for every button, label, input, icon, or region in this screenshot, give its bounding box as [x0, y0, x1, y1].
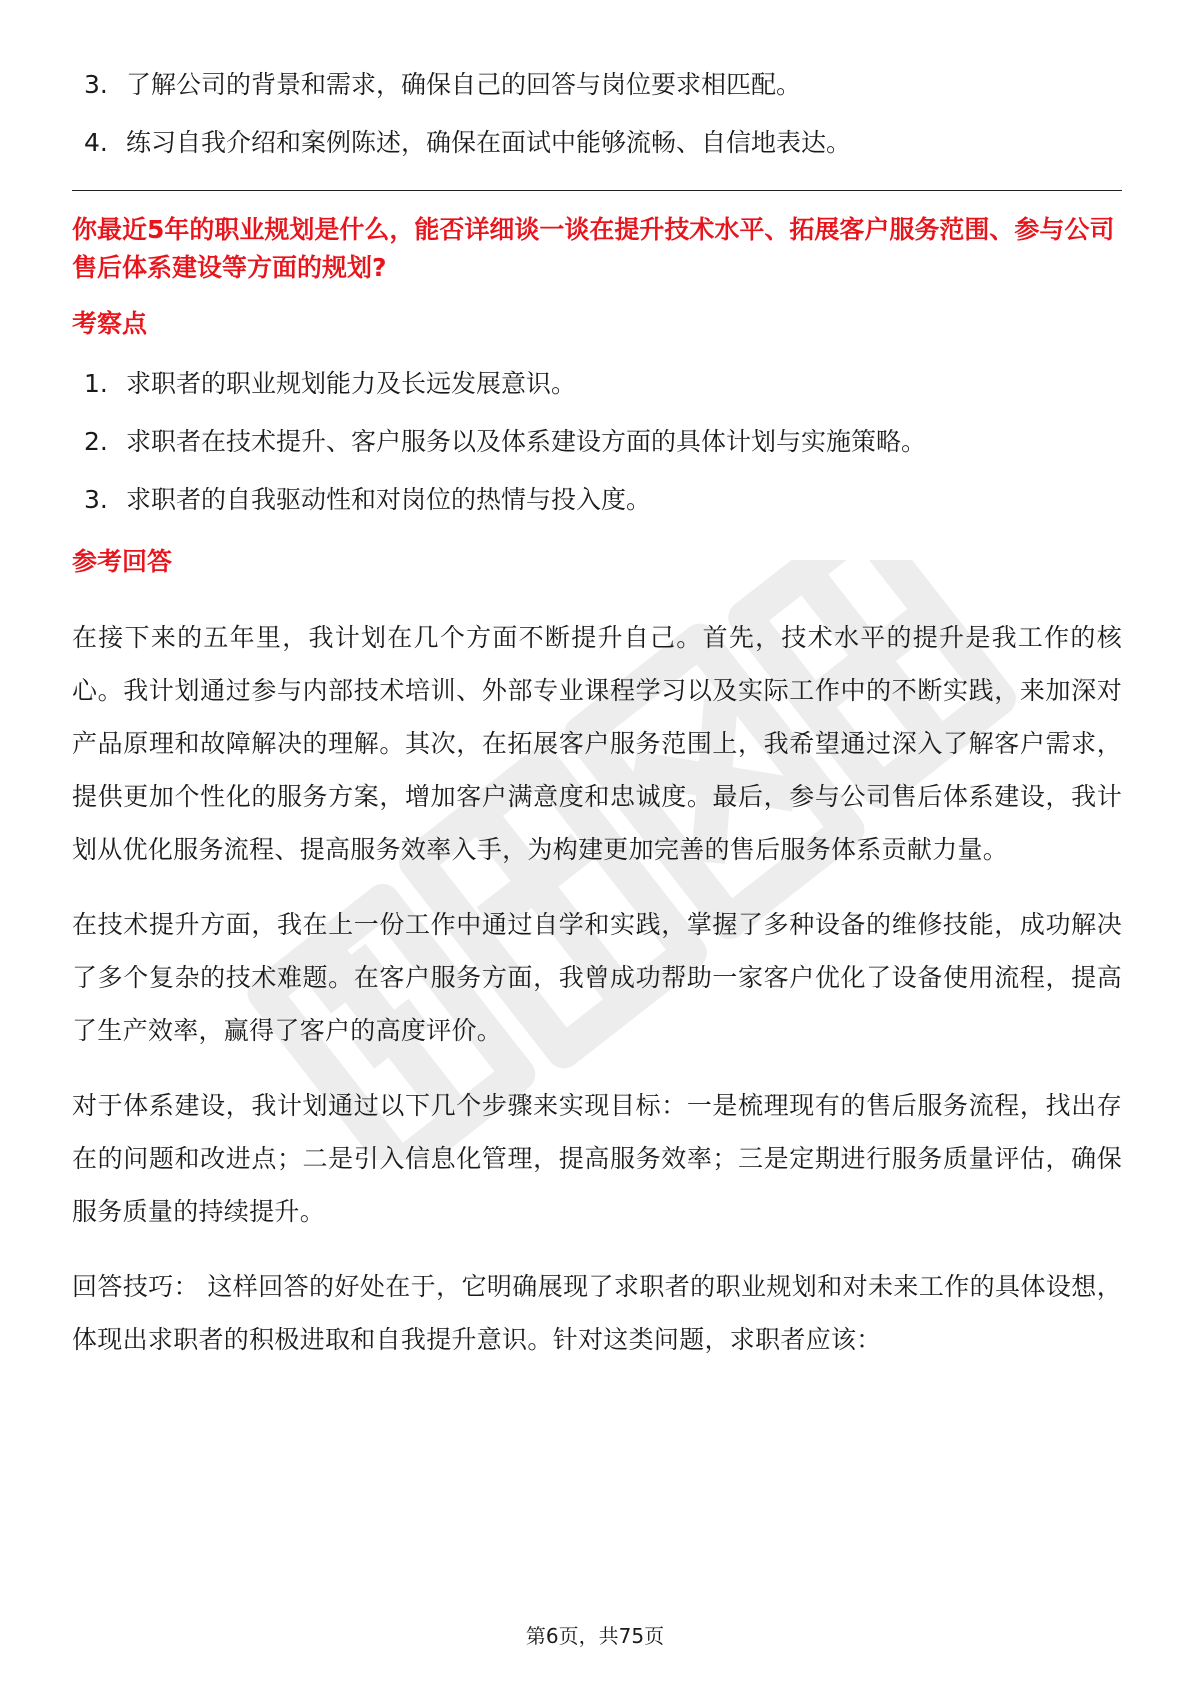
list-item-number: 3. [84, 70, 108, 99]
list-item-text: 求职者在技术提升、客户服务以及体系建设方面的具体计划与实施策略。 [126, 427, 927, 456]
list-item-number: 1. [84, 369, 108, 398]
list-item-number: 4. [84, 128, 108, 157]
list-item-text: 了解公司的背景和需求，确保自己的回答与岗位要求相匹配。 [126, 70, 802, 99]
answer-paragraph: 在接下来的五年里，我计划在几个方面不断提升自己。首先，技术水平的提升是我工作的核心。我计划通过参与内部技术培训、外部专业课程学习以及实际工作中的不断实践，来加深对产品原理和故障解决的理解。其次，在拓展客户服务范围上，我希望通过深入了解客户需求，提供更加个性化的服务方案，增加客户满意度和忠诚度。最后，参与公司售后体系建设，我计划从优化服务流程、提高服务效率入手，为构建更加完善的售后服务体系贡献力量。 [72, 623, 1122, 864]
list-item-text: 练习自我介绍和案例陈述，确保在面试中能够流畅、自信地表达。 [126, 128, 852, 157]
list-item [72, 68, 1122, 102]
prep-steps-list [72, 68, 1122, 160]
answer-paragraph: 在技术提升方面，我在上一份工作中通过自学和实践，掌握了多种设备的维修技能，成功解决了多个复杂的技术难题。在客户服务方面，我曾成功帮助一家客户优化了设备使用流程，提高了生产效率，赢得了客户的高度评价。 [72, 910, 1122, 1045]
section-divider [72, 190, 1122, 191]
answer-tips-paragraph: 回答技巧： 这样回答的好处在于，它明确展现了求职者的职业规划和对未来工作的具体设想，体现出求职者的积极进取和自我提升意识。针对这类问题，求职者应该： [72, 1272, 1122, 1354]
list-item-text: 求职者的职业规划能力及长远发展意识。 [126, 369, 577, 398]
list-item-text: 求职者的自我驱动性和对岗位的热情与投入度。 [126, 485, 652, 514]
list-item [72, 425, 1122, 459]
check-points-list [72, 367, 1122, 517]
answer-paragraph: 对于体系建设，我计划通过以下几个步骤来实现目标：一是梳理现有的售后服务流程，找出存在的问题和改进点；二是引入信息化管理，提高服务效率；三是定期进行服务质量评估，确保服务质量的持续提升。 [72, 1091, 1122, 1226]
page-number-footer: 第6页，共75页 [525, 1624, 665, 1648]
list-item [72, 126, 1122, 160]
content-area [72, 68, 1122, 1388]
list-item-number: 2. [84, 427, 108, 456]
list-item [72, 367, 1122, 401]
list-item [72, 483, 1122, 517]
question-heading: 你最近5年的职业规划是什么，能否详细谈一谈在提升技术水平、拓展客户服务范围、参与公司售后体系建设等方面的规划? [72, 215, 1115, 282]
check-points-heading: 考察点 [72, 309, 148, 338]
list-item-number: 3. [84, 485, 108, 514]
answer-heading: 参考回答 [72, 547, 173, 576]
